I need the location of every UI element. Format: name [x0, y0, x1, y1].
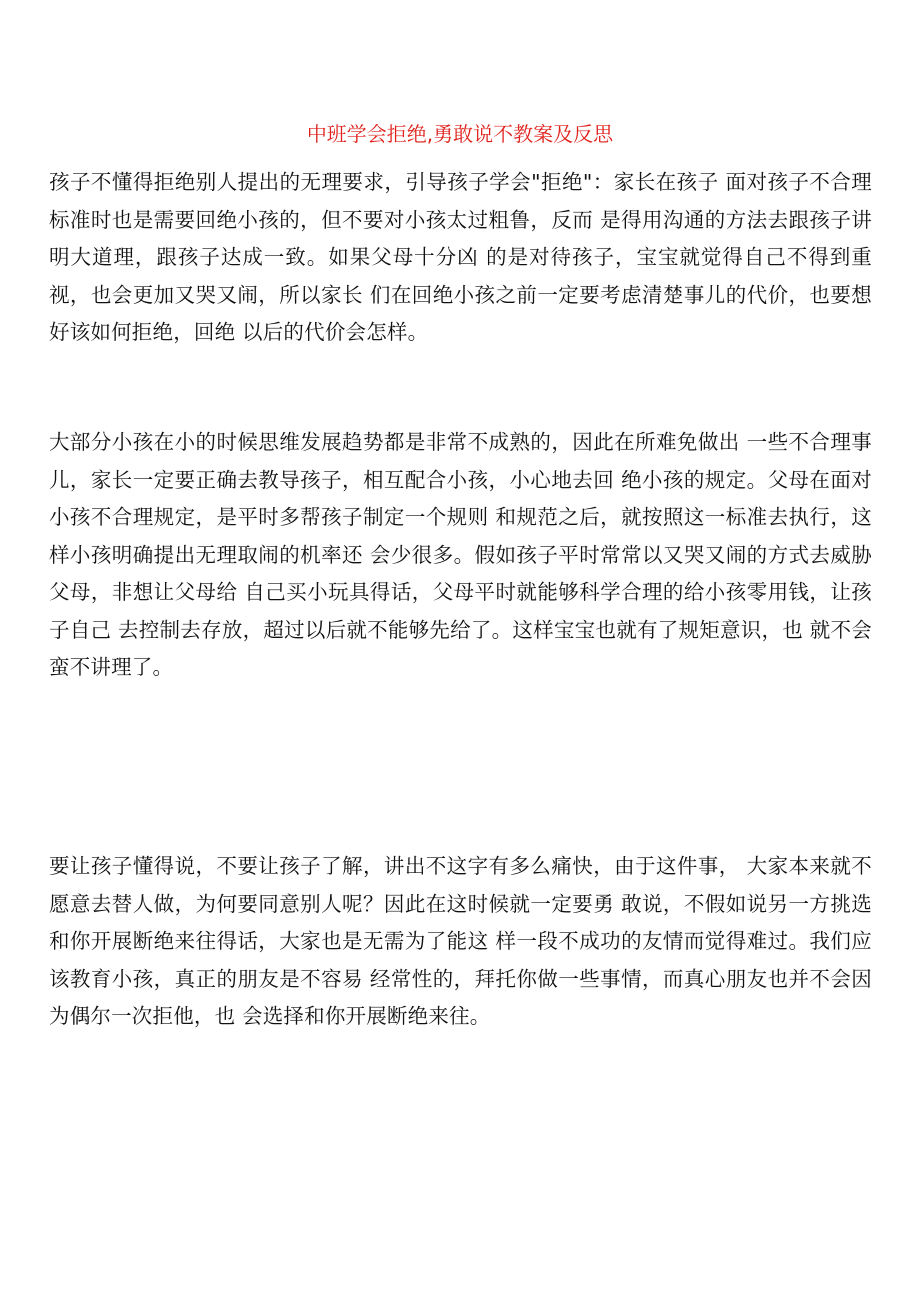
document-title: 中班学会拒绝,勇敢说不教案及反思 [306, 122, 614, 146]
paragraph-3: 要让孩子懂得说，不要让孩子了解，讲出不这字有多么痛快，由于这件事， 大家本来就不愿意去替人做，为何要同意别人呢？因此在这时候就一定要勇 敢说，不假如说另一方挑选和你开展断绝来往得话，大家也是无需为了能这 样一段不成功的友情而觉得难过。我们应该教育小孩，真正的朋友是不容易 经常性的，拜托你做一些事情，而真心朋友也并不会因为偶尔一次拒他，也 会选择和你开展断绝来往。 [49, 854, 872, 1028]
paragraph-1: 孩子不懂得拒绝别人提出的无理要求，引导孩子学会"拒绝"：家长在孩子 面对孩子不合理标准时也是需要回绝小孩的，但不要对小孩太过粗鲁，反而 是得用沟通的方法去跟孩子讲明大道理，跟孩子达成一致。如果父母十分凶 的是对待孩子，宝宝就觉得自己不得到重视，也会更加又哭又闹，所以家长 们在回绝小孩之前一定要考虑清楚事儿的代价，也要想好该如何拒绝，回绝 以后的代价会怎样。 [49, 170, 872, 344]
paragraph-2: 大部分小孩在小的时候思维发展趋势都是非常不成熟的，因此在所难免做出 一些不合理事儿，家长一定要正确去教导孩子，相互配合小孩，小心地去回 绝小孩的规定。父母在面对小孩不合理规定，是平时多帮孩子制定一个规则 和规范之后，就按照这一标准去执行，这样小孩明确提出无理取闹的机率还 会少很多。假如孩子平时常常以又哭又闹的方式去威胁父母，非想让父母给 自己买小玩具得话，父母平时就能够科学合理的给小孩零用钱，让孩子自己 去控制去存放，超过以后就不能够先给了。这样宝宝也就有了规矩意识，也 就不会蛮不讲理了。 [49, 430, 872, 679]
